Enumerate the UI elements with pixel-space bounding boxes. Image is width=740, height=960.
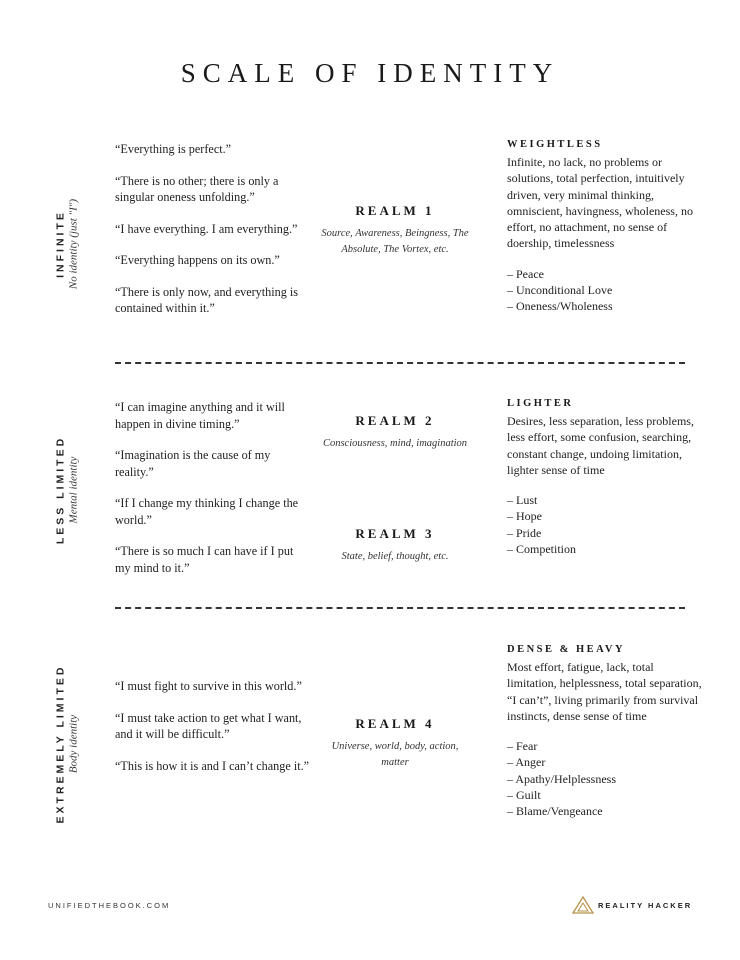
quote: “Everything happens on its own.” [115, 253, 280, 267]
state-heading: WEIGHTLESS [507, 139, 603, 150]
triangle-logo-icon [572, 896, 594, 914]
state-weightless [507, 139, 702, 315]
quote: “There is so much I can have if I put my mind to it.” [115, 544, 294, 575]
realm-name: REALM 3 [355, 526, 435, 541]
footer-url-link[interactable]: UNIFIEDTHEBOOK.COM [48, 901, 171, 910]
quote: “Imagination is the cause of my reality.” [115, 448, 271, 479]
realm-name: REALM 4 [355, 716, 435, 731]
state-description: Infinite, no lack, no problems or solutions, total perfection, intuitively driven, very minimal thinking, omniscient, havingness, wholeness, no effort, no attachment, no sense of doership, timelessness [507, 155, 693, 251]
emotion-list [507, 266, 702, 315]
quotes-less-limited [115, 399, 310, 591]
section-divider [115, 362, 685, 364]
quote: “There is no other; there is only a singular oneness unfolding.” [115, 173, 279, 204]
side-label-subtitle: Mental identity [67, 456, 80, 524]
side-label-subtitle: Body identity [67, 714, 80, 774]
realm-1 [320, 203, 470, 257]
state-description: Most effort, fatigue, lack, total limitation, helplessness, total separation, “I can’t”, living primarily from survival instincts, dense sense of time [507, 660, 702, 723]
emotion-item: – Oneness/Wholeness [507, 299, 613, 314]
emotion-item: – Fear [507, 739, 538, 754]
quotes-extremely-limited [115, 678, 310, 789]
emotion-item: – Guilt [507, 788, 541, 803]
realm-4 [320, 716, 470, 770]
realm-name: REALM 1 [355, 203, 435, 218]
quotes-infinite [115, 141, 310, 332]
emotion-item: – Lust [507, 493, 538, 508]
quote: “There is only now, and everything is contained within it.” [115, 284, 298, 315]
emotion-list [507, 738, 702, 819]
quote: “I have everything. I am everything.” [115, 221, 298, 236]
emotion-item: – Peace [507, 266, 544, 281]
brand [572, 896, 692, 914]
page-title: SCALE OF IDENTITY [180, 58, 560, 88]
realm-description: State, belief, thought, etc. [341, 551, 449, 562]
realm-description: Source, Awareness, Beingness, The Absolute, The Vortex, etc. [321, 228, 469, 255]
quote: “I can imagine anything and it will happen in divine timing.” [115, 400, 285, 431]
state-lighter [507, 398, 702, 557]
emotion-item: – Hope [507, 509, 542, 524]
emotion-item: – Anger [507, 755, 546, 770]
emotion-item: – Blame/Vengeance [507, 804, 603, 819]
emotion-item: – Pride [507, 525, 542, 540]
section-divider [115, 607, 685, 609]
emotion-item: – Unconditional Love [507, 283, 613, 298]
realm-description: Consciousness, mind, imagination [322, 438, 468, 449]
emotion-item: – Competition [507, 542, 576, 557]
quote: “I must take action to get what I want, and it will be difficult.” [115, 710, 302, 741]
side-label-title: INFINITE [54, 210, 67, 278]
state-description: Desires, less separation, less problems, less effort, some confusion, searching, constant change, undoing limitation, lighter sense of time [507, 414, 694, 477]
realm-name: REALM 2 [355, 413, 435, 428]
quote: “Everything is perfect.” [115, 142, 232, 156]
side-label-title: EXTREMELY LIMITED [54, 664, 67, 824]
quote: “I must fight to survive in this world.” [115, 679, 302, 693]
side-label-title: LESS LIMITED [54, 435, 67, 545]
state-dense-heavy [507, 644, 702, 820]
realm-description: Universe, world, body, action, matter [331, 741, 459, 768]
emotion-list [507, 492, 702, 557]
quote: “This is how it is and I can’t change it.” [115, 758, 310, 773]
emotion-item: – Apathy/Helplessness [507, 771, 616, 786]
state-heading: LIGHTER [507, 398, 574, 409]
quote: “If I change my thinking I change the world.” [115, 496, 299, 527]
realm-3 [320, 526, 470, 565]
state-heading: DENSE & HEAVY [507, 644, 626, 655]
side-label-subtitle: No identity (just "I") [67, 198, 80, 290]
brand-name: REALITY HACKER [598, 900, 693, 910]
realm-2 [320, 413, 470, 452]
